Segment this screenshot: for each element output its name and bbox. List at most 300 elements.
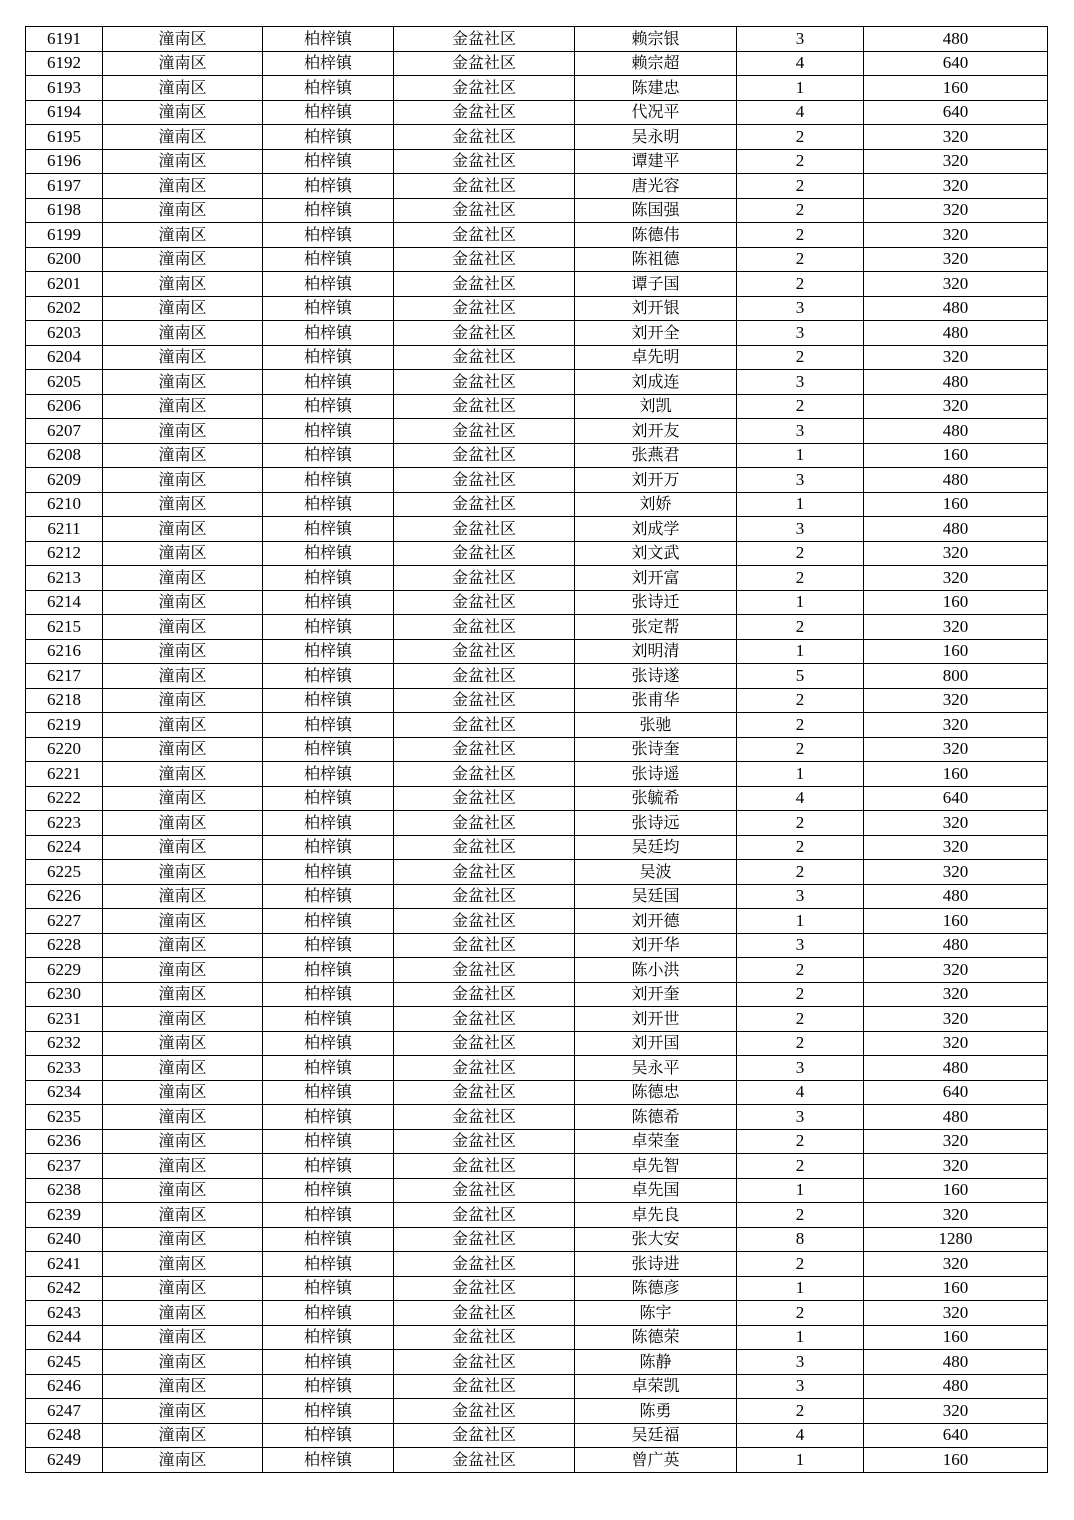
- community-cell: 金盆社区: [394, 835, 575, 860]
- table-row: [26, 835, 1048, 860]
- amount-cell: 320: [864, 247, 1048, 272]
- table-row: [26, 1301, 1048, 1326]
- row-number: 6222: [26, 786, 103, 811]
- community-cell: 金盆社区: [394, 100, 575, 125]
- row-number: 6225: [26, 860, 103, 885]
- community-cell: 金盆社区: [394, 125, 575, 150]
- community-cell: 金盆社区: [394, 198, 575, 223]
- name-cell: 刘开万: [575, 468, 737, 493]
- row-number: 6202: [26, 296, 103, 321]
- town-cell: 柏梓镇: [263, 1252, 394, 1277]
- town-cell: 柏梓镇: [263, 149, 394, 174]
- table-row: [26, 247, 1048, 272]
- row-number: 6214: [26, 590, 103, 615]
- name-cell: 吴波: [575, 860, 737, 885]
- table-row: [26, 370, 1048, 395]
- count-cell: 1: [737, 1448, 864, 1473]
- community-cell: 金盆社区: [394, 468, 575, 493]
- community-cell: 金盆社区: [394, 1374, 575, 1399]
- district-cell: 潼南区: [103, 1178, 263, 1203]
- amount-cell: 320: [864, 688, 1048, 713]
- name-cell: 谭建平: [575, 149, 737, 174]
- name-cell: 陈宇: [575, 1301, 737, 1326]
- town-cell: 柏梓镇: [263, 1129, 394, 1154]
- count-cell: 2: [737, 394, 864, 419]
- count-cell: 1: [737, 76, 864, 101]
- table-row: [26, 958, 1048, 983]
- community-cell: 金盆社区: [394, 982, 575, 1007]
- community-cell: 金盆社区: [394, 296, 575, 321]
- name-cell: 唐光容: [575, 174, 737, 199]
- amount-cell: 320: [864, 125, 1048, 150]
- district-cell: 潼南区: [103, 1227, 263, 1252]
- name-cell: 刘开友: [575, 419, 737, 444]
- name-cell: 陈小洪: [575, 958, 737, 983]
- community-cell: 金盆社区: [394, 541, 575, 566]
- count-cell: 3: [737, 419, 864, 444]
- amount-cell: 320: [864, 1203, 1048, 1228]
- district-cell: 潼南区: [103, 76, 263, 101]
- count-cell: 2: [737, 615, 864, 640]
- district-cell: 潼南区: [103, 174, 263, 199]
- table-row: [26, 909, 1048, 934]
- district-cell: 潼南区: [103, 1374, 263, 1399]
- community-cell: 金盆社区: [394, 1423, 575, 1448]
- amount-cell: 480: [864, 321, 1048, 346]
- table-row: [26, 1129, 1048, 1154]
- community-cell: 金盆社区: [394, 27, 575, 52]
- table-row: [26, 468, 1048, 493]
- community-cell: 金盆社区: [394, 1252, 575, 1277]
- town-cell: 柏梓镇: [263, 590, 394, 615]
- district-cell: 潼南区: [103, 1080, 263, 1105]
- name-cell: 张大安: [575, 1227, 737, 1252]
- community-cell: 金盆社区: [394, 517, 575, 542]
- name-cell: 张甫华: [575, 688, 737, 713]
- row-number: 6243: [26, 1301, 103, 1326]
- town-cell: 柏梓镇: [263, 1154, 394, 1179]
- name-cell: 吴永平: [575, 1056, 737, 1081]
- amount-cell: 320: [864, 1399, 1048, 1424]
- row-number: 6203: [26, 321, 103, 346]
- row-number: 6212: [26, 541, 103, 566]
- town-cell: 柏梓镇: [263, 541, 394, 566]
- name-cell: 陈勇: [575, 1399, 737, 1424]
- row-number: 6231: [26, 1007, 103, 1032]
- row-number: 6193: [26, 76, 103, 101]
- community-cell: 金盆社区: [394, 737, 575, 762]
- name-cell: 张驰: [575, 713, 737, 738]
- district-cell: 潼南区: [103, 321, 263, 346]
- amount-cell: 320: [864, 737, 1048, 762]
- count-cell: 3: [737, 468, 864, 493]
- name-cell: 吴廷均: [575, 835, 737, 860]
- district-cell: 潼南区: [103, 198, 263, 223]
- town-cell: 柏梓镇: [263, 345, 394, 370]
- name-cell: 赖宗超: [575, 51, 737, 76]
- district-cell: 潼南区: [103, 223, 263, 248]
- row-number: 6240: [26, 1227, 103, 1252]
- table-row: [26, 1350, 1048, 1375]
- count-cell: 2: [737, 1203, 864, 1228]
- name-cell: 刘开德: [575, 909, 737, 934]
- row-number: 6221: [26, 762, 103, 787]
- town-cell: 柏梓镇: [263, 247, 394, 272]
- amount-cell: 160: [864, 762, 1048, 787]
- amount-cell: 160: [864, 1178, 1048, 1203]
- count-cell: 4: [737, 1080, 864, 1105]
- amount-cell: 480: [864, 296, 1048, 321]
- table-row: [26, 541, 1048, 566]
- count-cell: 3: [737, 321, 864, 346]
- amount-cell: 320: [864, 713, 1048, 738]
- district-cell: 潼南区: [103, 27, 263, 52]
- table-row: [26, 688, 1048, 713]
- name-cell: 张诗迁: [575, 590, 737, 615]
- community-cell: 金盆社区: [394, 909, 575, 934]
- table-row: [26, 1154, 1048, 1179]
- town-cell: 柏梓镇: [263, 419, 394, 444]
- district-cell: 潼南区: [103, 664, 263, 689]
- district-cell: 潼南区: [103, 639, 263, 664]
- community-cell: 金盆社区: [394, 884, 575, 909]
- district-cell: 潼南区: [103, 100, 263, 125]
- table-row: [26, 664, 1048, 689]
- name-cell: 吴廷福: [575, 1423, 737, 1448]
- table-row: [26, 1056, 1048, 1081]
- amount-cell: 480: [864, 1350, 1048, 1375]
- count-cell: 2: [737, 149, 864, 174]
- town-cell: 柏梓镇: [263, 51, 394, 76]
- table-row: [26, 27, 1048, 52]
- count-cell: 2: [737, 223, 864, 248]
- row-number: 6228: [26, 933, 103, 958]
- amount-cell: 800: [864, 664, 1048, 689]
- community-cell: 金盆社区: [394, 321, 575, 346]
- table-row: [26, 51, 1048, 76]
- row-number: 6213: [26, 566, 103, 591]
- name-cell: 卓先良: [575, 1203, 737, 1228]
- district-cell: 潼南区: [103, 1423, 263, 1448]
- count-cell: 2: [737, 345, 864, 370]
- row-number: 6230: [26, 982, 103, 1007]
- amount-cell: 320: [864, 566, 1048, 591]
- name-cell: 陈建忠: [575, 76, 737, 101]
- district-cell: 潼南区: [103, 1448, 263, 1473]
- row-number: 6218: [26, 688, 103, 713]
- table-row: [26, 1276, 1048, 1301]
- town-cell: 柏梓镇: [263, 786, 394, 811]
- amount-cell: 640: [864, 1423, 1048, 1448]
- row-number: 6208: [26, 443, 103, 468]
- table-row: [26, 174, 1048, 199]
- amount-cell: 160: [864, 443, 1048, 468]
- row-number: 6246: [26, 1374, 103, 1399]
- name-cell: 卓先国: [575, 1178, 737, 1203]
- district-cell: 潼南区: [103, 1203, 263, 1228]
- count-cell: 2: [737, 958, 864, 983]
- district-cell: 潼南区: [103, 1301, 263, 1326]
- name-cell: 刘开全: [575, 321, 737, 346]
- amount-cell: 480: [864, 884, 1048, 909]
- table-row: [26, 296, 1048, 321]
- row-number: 6199: [26, 223, 103, 248]
- count-cell: 4: [737, 51, 864, 76]
- amount-cell: 480: [864, 1105, 1048, 1130]
- row-number: 6197: [26, 174, 103, 199]
- town-cell: 柏梓镇: [263, 982, 394, 1007]
- amount-cell: 320: [864, 958, 1048, 983]
- community-cell: 金盆社区: [394, 1080, 575, 1105]
- town-cell: 柏梓镇: [263, 492, 394, 517]
- town-cell: 柏梓镇: [263, 1056, 394, 1081]
- name-cell: 张诗远: [575, 811, 737, 836]
- count-cell: 3: [737, 370, 864, 395]
- name-cell: 陈德荣: [575, 1325, 737, 1350]
- count-cell: 3: [737, 1350, 864, 1375]
- district-cell: 潼南区: [103, 517, 263, 542]
- count-cell: 1: [737, 909, 864, 934]
- town-cell: 柏梓镇: [263, 835, 394, 860]
- town-cell: 柏梓镇: [263, 272, 394, 297]
- community-cell: 金盆社区: [394, 443, 575, 468]
- district-cell: 潼南区: [103, 394, 263, 419]
- district-cell: 潼南区: [103, 370, 263, 395]
- count-cell: 8: [737, 1227, 864, 1252]
- town-cell: 柏梓镇: [263, 615, 394, 640]
- count-cell: 2: [737, 566, 864, 591]
- name-cell: 曾广英: [575, 1448, 737, 1473]
- row-number: 6217: [26, 664, 103, 689]
- community-cell: 金盆社区: [394, 933, 575, 958]
- count-cell: 2: [737, 1252, 864, 1277]
- town-cell: 柏梓镇: [263, 1007, 394, 1032]
- name-cell: 卓先明: [575, 345, 737, 370]
- district-cell: 潼南区: [103, 860, 263, 885]
- table-row: [26, 1007, 1048, 1032]
- district-cell: 潼南区: [103, 909, 263, 934]
- row-number: 6194: [26, 100, 103, 125]
- table-row: [26, 345, 1048, 370]
- amount-cell: 320: [864, 860, 1048, 885]
- table-row: [26, 76, 1048, 101]
- district-cell: 潼南区: [103, 492, 263, 517]
- community-cell: 金盆社区: [394, 1399, 575, 1424]
- name-cell: 代况平: [575, 100, 737, 125]
- name-cell: 刘开奎: [575, 982, 737, 1007]
- community-cell: 金盆社区: [394, 786, 575, 811]
- table-row: [26, 321, 1048, 346]
- count-cell: 2: [737, 1154, 864, 1179]
- name-cell: 刘开世: [575, 1007, 737, 1032]
- count-cell: 4: [737, 786, 864, 811]
- count-cell: 2: [737, 688, 864, 713]
- table-row: [26, 615, 1048, 640]
- district-cell: 潼南区: [103, 1252, 263, 1277]
- town-cell: 柏梓镇: [263, 443, 394, 468]
- name-cell: 赖宗银: [575, 27, 737, 52]
- district-cell: 潼南区: [103, 1031, 263, 1056]
- count-cell: 3: [737, 884, 864, 909]
- community-cell: 金盆社区: [394, 615, 575, 640]
- table-row: [26, 443, 1048, 468]
- row-number: 6229: [26, 958, 103, 983]
- row-number: 6200: [26, 247, 103, 272]
- table-row: [26, 492, 1048, 517]
- name-cell: 刘娇: [575, 492, 737, 517]
- town-cell: 柏梓镇: [263, 664, 394, 689]
- row-number: 6238: [26, 1178, 103, 1203]
- amount-cell: 320: [864, 174, 1048, 199]
- row-number: 6210: [26, 492, 103, 517]
- table-row: [26, 713, 1048, 738]
- row-number: 6198: [26, 198, 103, 223]
- count-cell: 4: [737, 1423, 864, 1448]
- row-number: 6201: [26, 272, 103, 297]
- town-cell: 柏梓镇: [263, 1080, 394, 1105]
- count-cell: 3: [737, 1056, 864, 1081]
- row-number: 6192: [26, 51, 103, 76]
- table-row: [26, 1374, 1048, 1399]
- name-cell: 陈国强: [575, 198, 737, 223]
- town-cell: 柏梓镇: [263, 1448, 394, 1473]
- amount-cell: 320: [864, 1031, 1048, 1056]
- count-cell: 2: [737, 835, 864, 860]
- district-cell: 潼南区: [103, 933, 263, 958]
- district-cell: 潼南区: [103, 541, 263, 566]
- row-number: 6248: [26, 1423, 103, 1448]
- district-cell: 潼南区: [103, 1007, 263, 1032]
- district-cell: 潼南区: [103, 590, 263, 615]
- count-cell: 3: [737, 296, 864, 321]
- table-row: [26, 1325, 1048, 1350]
- count-cell: 3: [737, 517, 864, 542]
- row-number: 6224: [26, 835, 103, 860]
- table-row: [26, 1448, 1048, 1473]
- town-cell: 柏梓镇: [263, 370, 394, 395]
- town-cell: 柏梓镇: [263, 174, 394, 199]
- amount-cell: 320: [864, 1129, 1048, 1154]
- district-cell: 潼南区: [103, 443, 263, 468]
- district-cell: 潼南区: [103, 419, 263, 444]
- amount-cell: 160: [864, 1448, 1048, 1473]
- town-cell: 柏梓镇: [263, 860, 394, 885]
- table-row: [26, 1227, 1048, 1252]
- community-cell: 金盆社区: [394, 1154, 575, 1179]
- community-cell: 金盆社区: [394, 639, 575, 664]
- district-cell: 潼南区: [103, 958, 263, 983]
- count-cell: 2: [737, 272, 864, 297]
- row-number: 6195: [26, 125, 103, 150]
- town-cell: 柏梓镇: [263, 1227, 394, 1252]
- district-cell: 潼南区: [103, 51, 263, 76]
- community-cell: 金盆社区: [394, 762, 575, 787]
- name-cell: 刘明清: [575, 639, 737, 664]
- table-row: [26, 1080, 1048, 1105]
- town-cell: 柏梓镇: [263, 688, 394, 713]
- amount-cell: 1280: [864, 1227, 1048, 1252]
- district-cell: 潼南区: [103, 468, 263, 493]
- town-cell: 柏梓镇: [263, 198, 394, 223]
- amount-cell: 640: [864, 51, 1048, 76]
- row-number: 6207: [26, 419, 103, 444]
- table-row: [26, 737, 1048, 762]
- count-cell: 2: [737, 1399, 864, 1424]
- amount-cell: 320: [864, 982, 1048, 1007]
- community-cell: 金盆社区: [394, 419, 575, 444]
- town-cell: 柏梓镇: [263, 958, 394, 983]
- row-number: 6241: [26, 1252, 103, 1277]
- row-number: 6216: [26, 639, 103, 664]
- town-cell: 柏梓镇: [263, 1301, 394, 1326]
- name-cell: 张诗遂: [575, 664, 737, 689]
- amount-cell: 320: [864, 541, 1048, 566]
- table-row: [26, 125, 1048, 150]
- name-cell: 陈德忠: [575, 1080, 737, 1105]
- row-number: 6247: [26, 1399, 103, 1424]
- table-row: [26, 272, 1048, 297]
- count-cell: 1: [737, 443, 864, 468]
- town-cell: 柏梓镇: [263, 737, 394, 762]
- row-number: 6245: [26, 1350, 103, 1375]
- community-cell: 金盆社区: [394, 1129, 575, 1154]
- district-cell: 潼南区: [103, 1129, 263, 1154]
- community-cell: 金盆社区: [394, 1448, 575, 1473]
- table-row: [26, 1031, 1048, 1056]
- town-cell: 柏梓镇: [263, 100, 394, 125]
- town-cell: 柏梓镇: [263, 811, 394, 836]
- community-cell: 金盆社区: [394, 958, 575, 983]
- community-cell: 金盆社区: [394, 174, 575, 199]
- count-cell: 1: [737, 762, 864, 787]
- count-cell: 2: [737, 1031, 864, 1056]
- table-row: [26, 198, 1048, 223]
- district-cell: 潼南区: [103, 125, 263, 150]
- count-cell: 3: [737, 1374, 864, 1399]
- table-row: [26, 1178, 1048, 1203]
- town-cell: 柏梓镇: [263, 639, 394, 664]
- amount-cell: 320: [864, 345, 1048, 370]
- amount-cell: 320: [864, 1007, 1048, 1032]
- row-number: 6242: [26, 1276, 103, 1301]
- amount-cell: 480: [864, 517, 1048, 542]
- name-cell: 刘开富: [575, 566, 737, 591]
- community-cell: 金盆社区: [394, 1301, 575, 1326]
- community-cell: 金盆社区: [394, 149, 575, 174]
- amount-cell: 160: [864, 1276, 1048, 1301]
- district-cell: 潼南区: [103, 811, 263, 836]
- table-row: [26, 860, 1048, 885]
- name-cell: 卓荣奎: [575, 1129, 737, 1154]
- district-cell: 潼南区: [103, 1399, 263, 1424]
- count-cell: 1: [737, 639, 864, 664]
- count-cell: 1: [737, 1178, 864, 1203]
- amount-cell: 480: [864, 370, 1048, 395]
- row-number: 6239: [26, 1203, 103, 1228]
- count-cell: 2: [737, 860, 864, 885]
- table-row: [26, 100, 1048, 125]
- amount-cell: 320: [864, 272, 1048, 297]
- count-cell: 1: [737, 590, 864, 615]
- community-cell: 金盆社区: [394, 76, 575, 101]
- table-row: [26, 394, 1048, 419]
- district-cell: 潼南区: [103, 1154, 263, 1179]
- community-cell: 金盆社区: [394, 51, 575, 76]
- town-cell: 柏梓镇: [263, 1374, 394, 1399]
- count-cell: 2: [737, 1007, 864, 1032]
- name-cell: 吴永明: [575, 125, 737, 150]
- count-cell: 2: [737, 1129, 864, 1154]
